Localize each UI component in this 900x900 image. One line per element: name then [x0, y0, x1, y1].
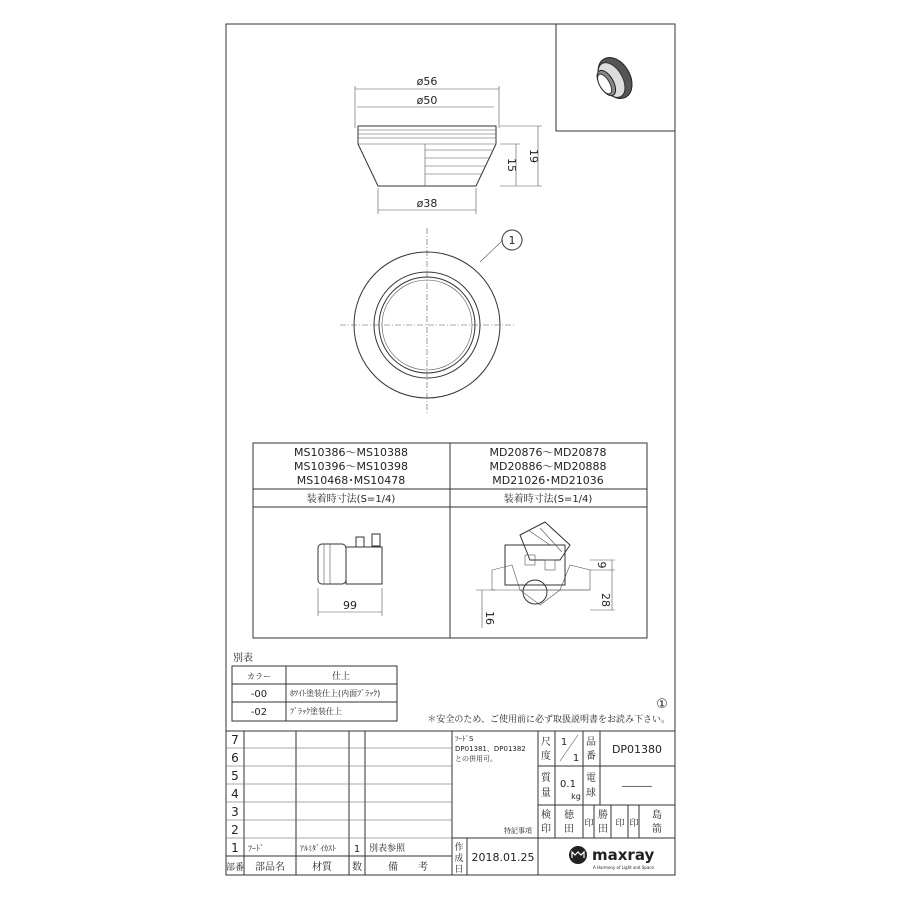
header-part-no: 部番: [225, 863, 245, 873]
parts-no-7: 7: [231, 733, 239, 747]
dim-28: 28: [599, 593, 612, 607]
notes-line-3: との併用可。: [455, 755, 497, 763]
plan-view: [340, 228, 522, 415]
mass-value: 0.1: [560, 779, 576, 790]
revision-mark: ①: [656, 697, 668, 712]
title-block: [452, 731, 675, 875]
dim-outer-diameter: ø56: [416, 75, 438, 88]
dim-height-19: 19: [527, 149, 540, 163]
parts-no-3: 3: [231, 805, 239, 819]
parts-no-6: 6: [231, 751, 239, 765]
header-note: 備 考: [388, 862, 428, 873]
left-model-line-1: MS10386～MS10388: [294, 446, 408, 459]
bulb-label-2: 球: [586, 788, 596, 799]
brand-name: maxray: [592, 846, 655, 864]
approver2-1: 勝: [598, 810, 608, 821]
scale-label-2: 度: [541, 751, 551, 762]
right-model-line-3: MD21026･MD21036: [492, 474, 604, 487]
approver3-2: 箭: [652, 824, 662, 835]
header-qty: 数: [352, 862, 362, 873]
finish-00: ﾎﾜｲﾄ塗装仕上(内面ﾌﾞﾗｯｸ): [290, 689, 381, 698]
mass-label-2: 量: [541, 788, 551, 799]
right-caption: 装着時寸法(S=1/4): [503, 494, 593, 505]
color-table: [232, 651, 397, 721]
dim-mid-diameter: ø50: [416, 94, 438, 107]
color-code-02: -02: [250, 707, 268, 718]
part-no-label-1: 品: [586, 737, 596, 748]
bulb-label-1: 電: [586, 773, 596, 784]
color-header: カラー: [247, 672, 271, 681]
notes-line-1: ﾌｰﾄﾞS: [455, 735, 474, 743]
finish-header: 仕上: [331, 672, 351, 682]
dim-16: 16: [483, 611, 496, 625]
scale-label-1: 尺: [541, 737, 551, 748]
right-model-line-2: MD20886～MD20888: [489, 460, 607, 473]
parts-qty-1: 1: [353, 844, 361, 855]
check-label-1: 検: [541, 810, 551, 821]
parts-no-5: 5: [231, 769, 239, 783]
part-callout-number: 1: [508, 234, 516, 247]
notes-line-2: DP01381、DP01382: [455, 745, 526, 753]
safety-note: ＊安全のため、ご使用前に必ず取扱説明書をお読み下さい。: [427, 715, 670, 725]
dim-9: 9: [595, 561, 608, 569]
parts-no-2: 2: [231, 823, 239, 837]
header-material: 材質: [312, 862, 332, 873]
mass-label-1: 質: [541, 773, 551, 784]
stamp-2: 印: [615, 819, 625, 829]
svg-text:成: 成: [454, 854, 464, 864]
right-fixture-sketch: [476, 522, 615, 628]
parts-no-4: 4: [231, 787, 239, 801]
svg-text:日: 日: [454, 865, 464, 875]
approver1-1: 徳: [564, 810, 574, 821]
color-code-00: -00: [250, 689, 268, 700]
stamp-1: 印: [584, 819, 594, 829]
left-model-line-2: MS10396～MS10398: [294, 460, 408, 473]
approver1-2: 田: [564, 824, 574, 835]
mass-unit: kg: [571, 792, 581, 801]
parts-material-1: ｱﾙﾐﾀﾞｲｶｽﾄ: [300, 844, 336, 853]
brand-logo: [569, 846, 654, 870]
dim-length-99: 99: [343, 599, 357, 612]
parts-note-1: 別表参照: [369, 844, 406, 854]
created-date: 2018.01.25: [471, 851, 535, 864]
created-label: 作: [454, 843, 464, 853]
dim-height-15: 15: [505, 158, 518, 172]
part-number: DP01380: [611, 743, 663, 756]
scale-denominator: 1: [572, 753, 580, 764]
bulb-value: ―――: [622, 781, 652, 792]
approver2-2: 田: [598, 824, 608, 835]
scale-numerator: 1: [560, 737, 568, 748]
stamp-3: 印: [629, 819, 639, 829]
parts-name-1: ﾌｰﾄﾞ: [248, 844, 264, 853]
mounting-box: [253, 443, 647, 638]
part-no-label-2: 番: [586, 751, 596, 762]
perspective-thumbnail: [556, 24, 675, 131]
approver3-1: 島: [652, 810, 662, 821]
finish-02: ﾌﾞﾗｯｸ塗装仕上: [290, 707, 342, 716]
left-model-line-3: MS10468･MS10478: [296, 474, 406, 487]
right-model-line-1: MD20876～MD20878: [489, 446, 607, 459]
parts-no-1: 1: [231, 841, 239, 855]
side-view: [355, 75, 542, 214]
color-table-title: 別表: [233, 653, 253, 664]
dim-bottom-diameter: ø38: [416, 197, 438, 210]
header-part-name: 部品名: [255, 862, 285, 873]
left-fixture-sketch: [318, 534, 382, 616]
left-caption: 装着時寸法(S=1/4): [306, 494, 396, 505]
notes-label: 特記事項: [504, 827, 532, 835]
check-label-2: 印: [541, 824, 551, 835]
brand-tagline: A Harmony of Light and Space: [593, 865, 654, 870]
